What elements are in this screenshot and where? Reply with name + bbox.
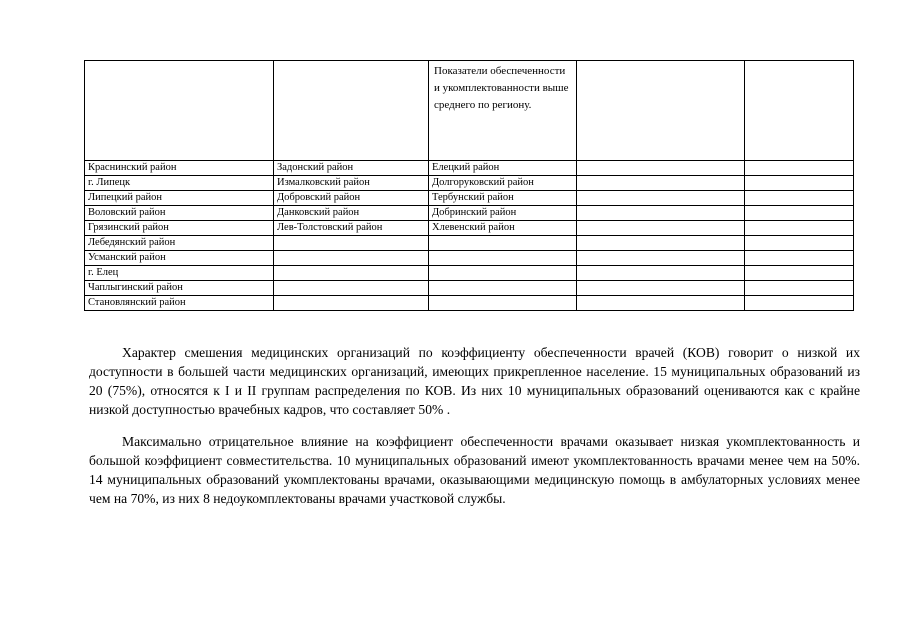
table-cell [577,251,745,266]
table-cell: Краснинский район [85,161,274,176]
table-cell [577,191,745,206]
table-cell [274,296,429,311]
table-cell: Грязинский район [85,221,274,236]
table-cell [274,236,429,251]
table-cell [745,221,854,236]
table-cell [429,251,577,266]
table-cell: Лев-Толстовский район [274,221,429,236]
table-cell [577,221,745,236]
table-cell [429,266,577,281]
table-cell [577,296,745,311]
table-cell [745,176,854,191]
table-cell [429,281,577,296]
table-cell: Добринский район [429,206,577,221]
table-cell [274,251,429,266]
table-header-cell [745,61,854,161]
table-cell: Добровский район [274,191,429,206]
table-cell [745,281,854,296]
table-cell [429,236,577,251]
table-cell: Задонский район [274,161,429,176]
table-cell: Воловский район [85,206,274,221]
table-header-cell [274,61,429,161]
table-cell: Данковский район [274,206,429,221]
paragraph-staffing-impact: Максимально отрицательное влияние на коэффициент обеспеченности врачами оказывает низкая укомплектованность и большой коэффициент совместительства. 10 муниципальных образований имеют укомплектованность врачами менее чем на 50%. 14 муниципальных образований укомплектованы врачами, оказывающими медицинскую помощь в амбулаторных условиях менее чем на 70%, из них 8 недоукомплектованы врачами участковой службы. [89,434,860,506]
table-row [85,281,854,296]
table-cell [274,266,429,281]
table-row [85,176,854,191]
table-header-cell: Показатели обеспеченности и укомплектованности выше среднего по региону. [429,61,577,161]
table-cell [745,251,854,266]
table-cell: Лебедянский район [85,236,274,251]
table-cell: Тербунский район [429,191,577,206]
table-cell [745,296,854,311]
table-row [85,251,854,266]
table-row [85,236,854,251]
table-row [85,266,854,281]
table-cell: Чаплыгинский район [85,281,274,296]
table-header-cell [577,61,745,161]
table-cell [745,206,854,221]
table-cell: Становлянский район [85,296,274,311]
table-cell [429,296,577,311]
table-cell [577,281,745,296]
table-cell: Липецкий район [85,191,274,206]
table-cell [577,236,745,251]
table-cell [577,266,745,281]
table-cell [745,191,854,206]
table-cell [745,161,854,176]
table-cell [577,176,745,191]
table-cell: Усманский район [85,251,274,266]
table-cell [577,161,745,176]
table-row [85,221,854,236]
table-cell: г. Липецк [85,176,274,191]
table-cell: Долгоруковский район [429,176,577,191]
districts-table [84,60,854,311]
table-cell: Измалковский район [274,176,429,191]
table-cell [745,236,854,251]
table-row [85,191,854,206]
table-cell [274,281,429,296]
table-cell: Хлевенский район [429,221,577,236]
table-header-cell [85,61,274,161]
table-header-row [85,61,854,161]
paragraph-kov-distribution: Характер смешения медицинских организаций по коэффициенту обеспеченности врачей (КОВ) говорит о низкой их доступности в большей части медицинских организаций, имеющих прикрепленное население. 15 муниципальных образований из 20 (75%), относятся к I и II группам распределения по КОВ. Из них 10 муниципальных образований оцениваются как с крайне низкой доступностью врачебных кадров, что составляет 50% . [89,345,860,417]
table-row [85,206,854,221]
table-cell: Елецкий район [429,161,577,176]
table-cell [577,206,745,221]
table-row [85,296,854,311]
table-cell [745,266,854,281]
table-cell: г. Елец [85,266,274,281]
table-row [85,161,854,176]
